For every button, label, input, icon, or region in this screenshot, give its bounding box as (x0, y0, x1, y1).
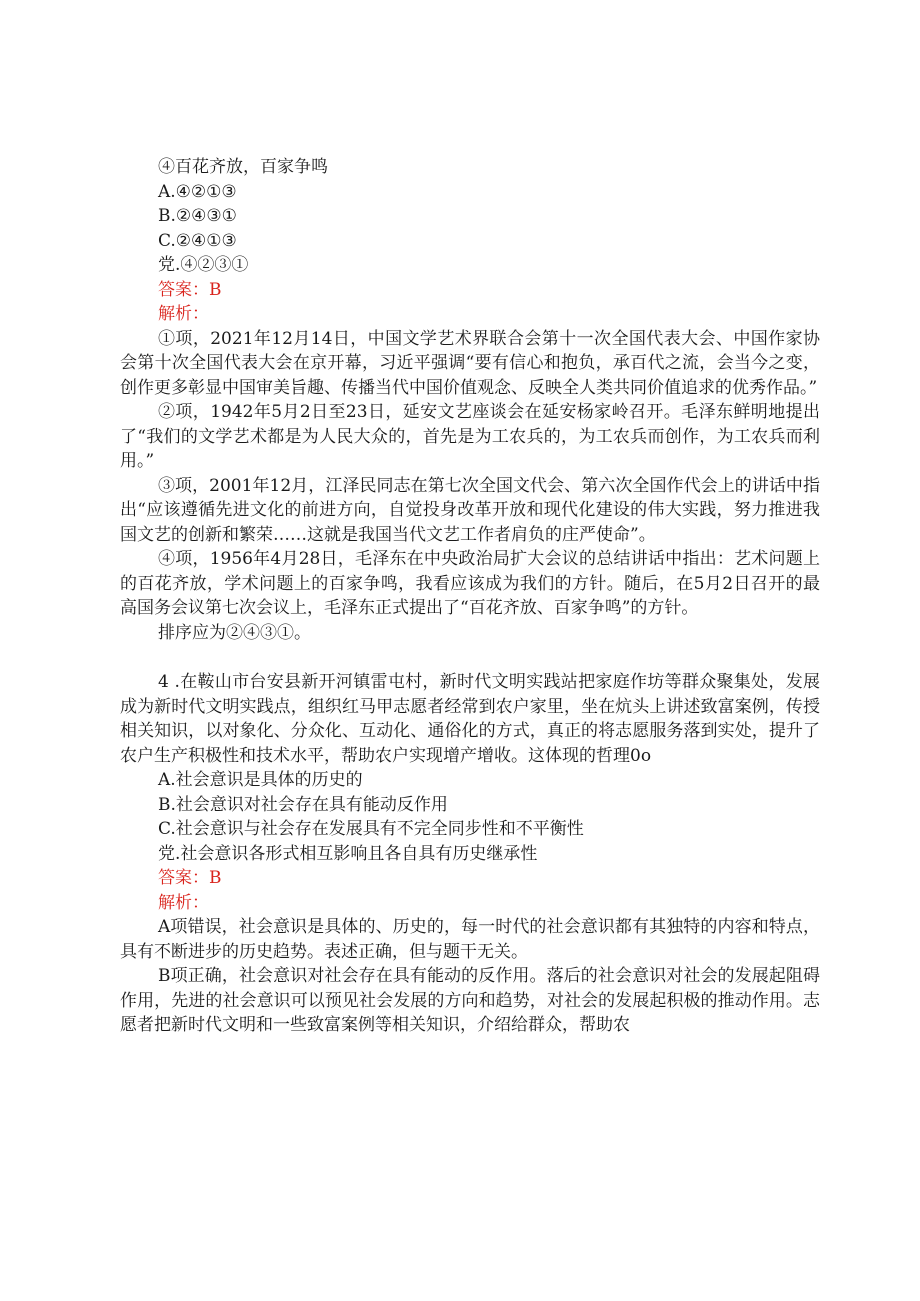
q3-analysis-paragraph-2: ②项，1942年5月2日至23日，延安文艺座谈会在延安杨家岭召开。毛泽东鲜明地提出了“我们的文学艺术都是为人民大众的，首先是为工农兵的，为工农兵而创作，为工农兵而利用。” (120, 402, 820, 471)
q4-choice-d: 党.社会意识各形式相互影响且各自具有历史继承性 (158, 843, 538, 864)
q3-analysis-conclusion: 排序应为②④③①。 (158, 622, 311, 643)
q4-stem: 4 .在鞍山市台安县新开河镇雷屯村，新时代文明实践站把家庭作坊等群众聚集处，发展成为新时代文明实践点，组织红马甲志愿者经常到农户家里，坐在炕头上讲述致富案例，传授相关知识，以对象化、分众化、互动化、通俗化的方式，真正的将志愿服务落到实处，提升了农户生产积极性和技术水平，帮助农户实现增产增收。这体现的哲理0o (120, 672, 820, 766)
q3-choice-a: A.④②①③ (158, 181, 237, 202)
q4-choice-a: A.社会意识是具体的历史的 (158, 770, 363, 790)
q3-choice-c: C.②④①③ (158, 230, 237, 251)
q3-choice-b: B.②④③① (158, 206, 237, 226)
q3-analysis-label: 解析： (158, 304, 209, 324)
q3-answer: 答案：B (158, 279, 222, 300)
q4-answer: 答案：B (158, 868, 222, 888)
q3-analysis-paragraph-3: ③项，2001年12月，江泽民同志在第七次全国文代会、第六次全国作代会上的讲话中指出“应该遵循先进文化的前进方向，自觉投身改革开放和现代化建设的伟大实践，努力推进我国文艺的创新和繁荣……这就是我国当代文艺工作者肩负的庄严使命”。 (120, 475, 820, 545)
q4-choice-c: C.社会意识与社会存在发展具有不完全同步性和不平衡性 (158, 819, 584, 839)
q4-analysis-paragraph-a: A项错误，社会意识是具体的、历史的，每一时代的社会意识都有其独特的内容和特点，具有不断进步的历史趋势。表述正确，但与题干无关。 (120, 917, 820, 962)
document-page (120, 155, 820, 1038)
q4-analysis-label: 解析： (158, 892, 209, 913)
q4-analysis-paragraph-b: B项正确，社会意识对社会存在具有能动的反作用。落后的社会意识对社会的发展起阻碍作用，先进的社会意识可以预见社会发展的方向和趋势，对社会的发展起积极的推动作用。志愿者把新时代文明和一些致富案例等相关知识，介绍给群众，帮助农 (120, 966, 820, 1035)
question-gap (120, 645, 820, 670)
q3-analysis-paragraph-4: ④项，1956年4月28日，毛泽东在中央政治局扩大会议的总结讲话中指出：艺术问题上的百花齐放，学术问题上的百家争鸣，我看应该成为我们的方针。随后，在5月2日召开的最高国务会议第七次会议上，毛泽东正式提出了“百花齐放、百家争鸣”的方针。 (120, 549, 820, 618)
q3-analysis-paragraph-1: ①项，2021年12月14日，中国文学艺术界联合会第十一次全国代表大会、中国作家协会第十次全国代表大会在京开幕，习近平强调“要有信心和抱负，承百代之流，会当今之变，创作更多彰显中国审美旨趣、传播当代中国价值观念、反映全人类共同价值追求的优秀作品。” (120, 328, 820, 398)
q4-choice-b: B.社会意识对社会存在具有能动反作用 (158, 794, 448, 815)
q3-choice-d: 党.④②③① (158, 255, 249, 275)
q3-option-4: ④百花齐放，百家争鸣 (158, 157, 328, 177)
